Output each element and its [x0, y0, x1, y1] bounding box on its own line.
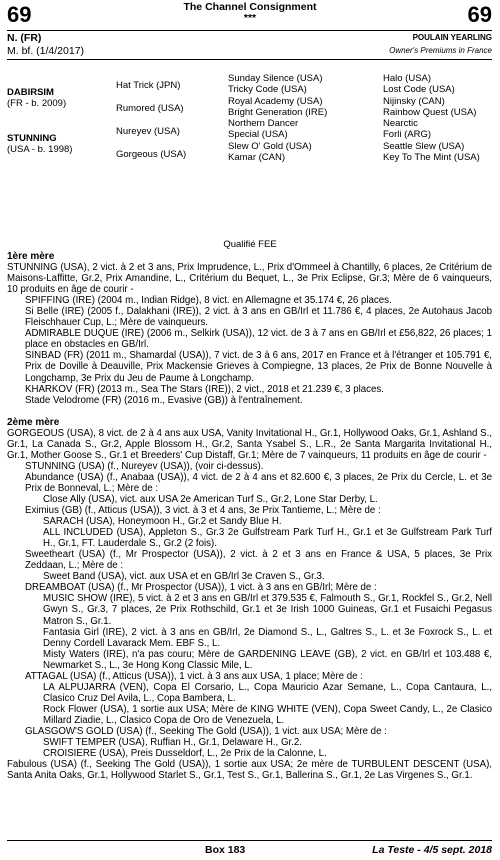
dam2-heading: 2ème mère — [7, 416, 60, 428]
gen4-5: Forli (ARG) — [383, 129, 432, 141]
produce-entry: Abundance (USA) (f., Anabaa (USA)), 4 vict. de 2 à 4 ans et 82.600 €, 3 places, 2e Prix du Cercle, L. et 3e Prix de Bonneval, L.; Mère de : — [25, 471, 492, 494]
produce-entry: SINBAD (FR) (2011 m., Shamardal (USA)), 7 vict. de 3 à 6 ans, 2017 en France et à l'étranger et 105.791 €, Prix de Doville à Deauville, Prix Mackensie Grieves à Compiegne, 13 places, 2e Prix de Bonne Nouvelle à Longchamp, 3e Prix du Jeu de Paume à Longchamp. — [25, 350, 492, 384]
gen4-3: Rainbow Quest (USA) — [383, 106, 477, 118]
gen4-2: Nijinsky (CAN) — [383, 95, 445, 107]
horse-name: N. (FR) — [7, 32, 42, 44]
produce-entry: KHARKOV (FR) (2013 m., Sea The Stars (IRE)), 2 vict., 2018 et 21.239 €, 3 places. — [25, 383, 384, 395]
gen4-6: Seattle Slew (USA) — [383, 140, 465, 152]
gen4-0: Halo (USA) — [383, 73, 432, 84]
gen3-6: Slew O' Gold (USA) — [228, 140, 312, 152]
divider — [7, 59, 492, 60]
divider — [7, 30, 492, 31]
produce-subentry: Misty Waters (IRE), n'a pas couru; Mère de GARDENING LEAVE (GB), 2 vict. en GB/Irl et 103.488 €, Newmarket S., L., 3e Hong Kong Classic Mile, L. — [43, 648, 492, 671]
dam1-heading: 1ère mère — [7, 251, 55, 262]
gen2-1: Rumored (USA) — [116, 103, 184, 114]
produce-subentry: SARACH (USA), Honeymoon H., Gr.2 et Sandy Blue H. — [43, 516, 282, 528]
gen4-col — [383, 73, 480, 163]
gen4-1: Lost Code (USA) — [383, 84, 455, 96]
produce-entry: GLASGOW'S GOLD (USA) (f., Seeking The Gold (USA)), 1 vict. aux USA; Mère de : — [25, 725, 387, 737]
divider — [7, 840, 492, 841]
gen3-0: Sunday Silence (USA) — [228, 73, 323, 84]
sex-dob-line — [7, 45, 492, 57]
produce-entry: ATTAGAL (USA) (f., Atticus (USA)), 1 vict. à 3 ans aux USA, 1 place; Mère de : — [25, 670, 363, 682]
qualifie-fee: Qualifié FEE — [223, 239, 277, 250]
consignor-title — [0, 2, 500, 24]
box-number: Box 183 — [205, 844, 246, 856]
dam1-summary: STUNNING (USA), 2 vict. à 2 et 3 ans, Prix Imprudence, L., Prix d'Ommeel à Chantilly, 6 places, 2e Critérium de Maisons-Laffitte, Gr.2, Prix Amandine, L., Critérium du Bequet, L., 3e Prix Eclipse, Gr.3; Mère de 6 vainqueurs, 10 produits en âge de courir - — [7, 262, 492, 296]
dam-name: STUNNING — [7, 133, 57, 144]
pedigree-sire — [7, 87, 66, 110]
gen3-1: Tricky Code (USA) — [228, 84, 307, 96]
produce-subentry: Rock Flower (USA), 1 sortie aux USA; Mère de KING WHITE (VEN), Copa Sweet Candy, L., 2e Clasico Millard Ziadie, L., Clasico Copa de Oro de Venezuela, L. — [43, 703, 492, 726]
produce-subentry: ALL INCLUDED (USA), Appleton S., Gr.3 2e Gulfstream Park Turf H., Gr.1 et 3e Gulfstream Park Turf H., Gr.1, FT. Lauderdale S., Gr.2 (2 fois). — [43, 527, 492, 550]
produce-entry: Fabulous (USA) (f., Seeking The Gold (USA)), 1 sortie aux USA; 2e mère de TURBULENT DESCENT (USA), Santa Anita Oaks, Gr.1, Hollywood Starlet S., Gr.1, Test S., Gr.1, Ballerina S., Gr.1, 2e Las Virgenes S., Gr.1. — [7, 759, 492, 782]
produce-subentry: Fantasia Girl (IRE), 2 vict. à 3 ans en GB/Irl, 2e Diamond S., L., Galtres S., L. et 3e Foxrock S., L. et Denny Cordell Lavarack Mem. EBF S., L. — [43, 626, 492, 649]
produce-entry: SPIFFING (IRE) (2004 m., Indian Ridge), 8 vict. en Allemagne et 35.174 €, 26 places. — [25, 295, 392, 307]
gen3-3: Bright Generation (IRE) — [228, 106, 328, 118]
produce-entry: DREAMBOAT (USA) (f., Mr Prospector (USA)), 1 vict. à 3 ans en GB/Irl; Mère de : — [25, 582, 377, 594]
produce-entry: Stade Velodrome (FR) (2016 m., Evasive (GB)) à l'entraînement. — [25, 394, 303, 406]
lot-number-left: 69 — [7, 2, 32, 27]
family-text — [7, 251, 492, 781]
produce-subentry: SWIFT TEMPER (USA), Ruffian H., Gr.1, Delaware H., Gr.2. — [43, 737, 302, 749]
pedigree-dam — [7, 133, 72, 156]
gen2-3: Gorgeous (USA) — [116, 149, 187, 160]
horse-type: POULAIN YEARLING — [412, 33, 492, 42]
produce-entry: ADMIRABLE DUQUE (IRE) (2006 m., Selkirk (USA)), 12 vict. de 3 à 7 ans en GB/Irl et £56,822, 26 places; 1 place en obstacles en GB/Irl. — [25, 328, 492, 351]
produce-subentry: Sweet Band (USA), vict. aux USA et en GB/Irl 3e Craven S., Gr.3. — [43, 571, 325, 583]
produce-subentry: MUSIC SHOW (IRE), 5 vict. à 2 et 3 ans en GB/Irl et 379.535 €, Falmouth S., Gr.1, Rockfel S., Gr.2, Nell Gwyn S., Gr.3, 7 places, 2e Prix Rothschild, Gr.1 et 3e Irish 1000 Guineas, Gr.1 et Fusaichi Pegasus Matron S., Gr.1. — [43, 593, 492, 627]
gen4-4: Nearctic — [383, 118, 418, 130]
produce-entry: Sweetheart (USA) (f., Mr Prospector (USA)), 2 vict. à 2 et 3 ans en France & USA, 5 places, 3e Prix Zeddaan, L.; Mère de : — [25, 549, 492, 572]
owner-premiums: Owner's Premiums in France — [389, 46, 492, 55]
produce-subentry: CROISIERE (USA), Preis Dusseldorf, L., 2e Prix de la Calonne, L. — [43, 748, 327, 760]
gen3-col — [228, 73, 327, 163]
sire-name: DABIRSIM — [7, 87, 54, 98]
sale-info: La Teste - 4/5 sept. 2018 — [372, 844, 492, 856]
produce-entry: Eximius (GB) (f., Atticus (USA)), 3 vict. à 3 et 4 ans, 3e Prix Tantieme, L.; Mère de : — [25, 505, 381, 517]
gen4-7: Key To The Mint (USA) — [383, 152, 480, 164]
gen3-4: Northern Dancer — [228, 118, 299, 130]
gen3-7: Kamar (CAN) — [228, 152, 286, 164]
dam-info: (USA - b. 1998) — [7, 144, 73, 156]
consignor-stars: *** — [243, 12, 257, 24]
horse-line — [7, 32, 492, 44]
consignor-name: The Channel Consignment — [183, 1, 317, 13]
produce-subentry: LA ALPUJARRA (VEN), Copa El Corsario, L., Copa Mauricio Azar Semane, L., Copa Cantaura, L., Clasico Cruz Del Avila, L., Copa Bambera, L. — [43, 681, 492, 704]
dam2-summary: GORGEOUS (USA), 8 vict. de 2 à 4 ans aux USA, Vanity Invitational H., Gr.1, Hollywood Oaks, Gr.1, Ashland S., Gr.1, La Canada S., Gr.2, Apple Blossom H., Gr.2, Santa Ysabel S., L.R., 2e Santa Margarita Invitational H., Gr.1, Mother Goose S., Gr.1 et Breeders' Cup Distaff, Gr.1; Mère de 7 vainqueurs, 11 produits en âge de courir - — [7, 427, 492, 461]
gen2-2: Nureyev (USA) — [116, 126, 180, 137]
gen3-2: Royal Academy (USA) — [228, 95, 323, 107]
lot-number-right: 69 — [467, 2, 492, 27]
gen3-5: Special (USA) — [228, 129, 288, 141]
sire-info: (FR - b. 2009) — [7, 98, 67, 110]
gen2-0: Hat Trick (JPN) — [116, 80, 181, 91]
sex-dob: M. bf. (1/4/2017) — [7, 45, 85, 57]
produce-entry: Si Belle (IRE) (2005 f., Dalakhani (IRE)), 2 vict. à 3 ans en GB/Irl et 11.786 €, 4 places, 2e Autohaus Jacob Fleischhauer Cup, L.; Mère de vainqueurs. — [25, 306, 492, 329]
produce-subentry: Close Ally (USA), vict. aux USA 2e American Turf S., Gr.2, Lone Star Derby, L. — [43, 493, 378, 505]
produce-entry: STUNNING (USA) (f., Nureyev (USA)), (voir ci-dessus). — [25, 460, 264, 472]
